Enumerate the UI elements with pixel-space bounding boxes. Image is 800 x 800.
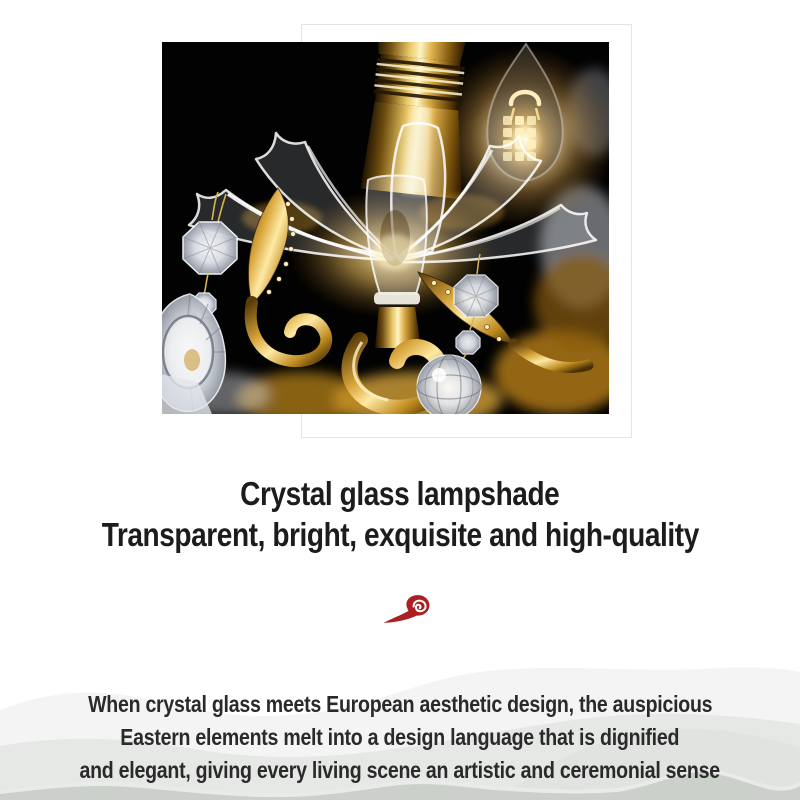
description-line-2: Eastern elements melt into a design language that is dignified: [120, 724, 680, 750]
heading-line-1: Crystal glass lampshade: [240, 475, 560, 512]
heading: [0, 473, 800, 555]
auspicious-cloud-icon: [382, 589, 438, 629]
description-line-3: and elegant, giving every living scene an artistic and ceremonial sense: [79, 757, 721, 783]
description: [0, 688, 800, 787]
heading-line-2: Transparent, bright, exquisite and high-quality: [101, 516, 699, 553]
product-photo: [162, 42, 609, 414]
description-line-1: When crystal glass meets European aesthetic design, the auspicious: [87, 691, 713, 717]
